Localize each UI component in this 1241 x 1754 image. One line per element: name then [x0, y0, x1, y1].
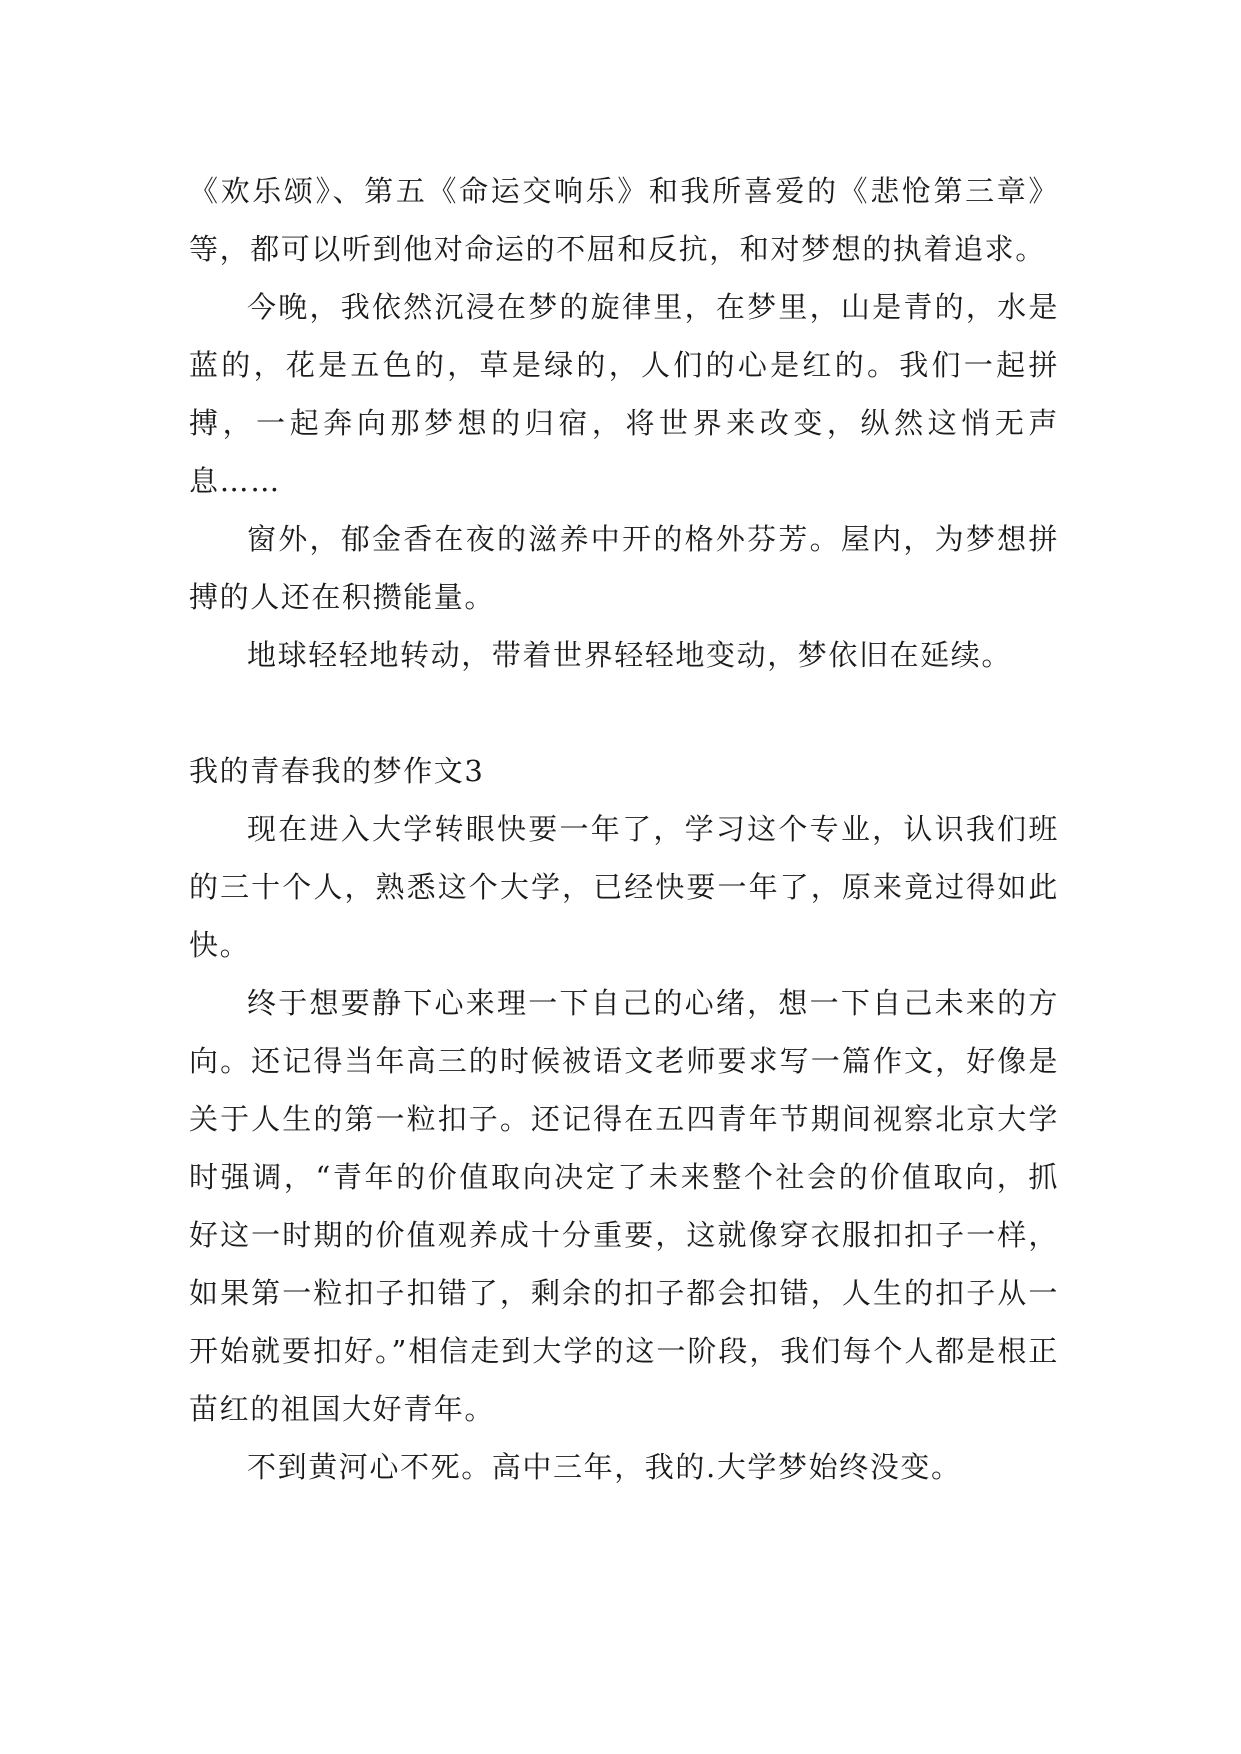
- paragraph: 今晚，我依然沉浸在梦的旋律里，在梦里，山是青的，水是蓝的，花是五色的，草是绿的，人们的心是红的。我们一起拼搏，一起奔向那梦想的归宿，将世界来改变，纵然这悄无声息……: [189, 290, 1059, 498]
- document-body: [189, 162, 1059, 1496]
- section-title: 我的青春我的梦作文3: [189, 754, 485, 788]
- paragraph: 地球轻轻地转动，带着世界轻轻地变动，梦依旧在延续。: [247, 638, 1013, 672]
- paragraph: 不到黄河心不死。高中三年，我的.大学梦始终没变。: [247, 1450, 962, 1484]
- paragraph: 《欢乐颂》、第五《命运交响乐》和我所喜爱的《悲怆第三章》等，都可以听到他对命运的不屈和反抗，和对梦想的执着追求。: [189, 174, 1059, 266]
- paragraph: 现在进入大学转眼快要一年了，学习这个专业，认识我们班的三十个人，熟悉这个大学，已经快要一年了，原来竟过得如此快。: [189, 812, 1059, 962]
- paragraph: 终于想要静下心来理一下自己的心绪，想一下自己未来的方向。还记得当年高三的时候被语文老师要求写一篇作文，好像是关于人生的第一粒扣子。还记得在五四青年节期间视察北京大学时强调，“青年的价值取向决定了未来整个社会的价值取向，抓好这一时期的价值观养成十分重要，这就像穿衣服扣扣子一样，如果第一粒扣子扣错了，剩余的扣子都会扣错，人生的扣子从一开始就要扣好。”相信走到大学的这一阶段，我们每个人都是根正苗红的祖国大好青年。: [189, 986, 1059, 1426]
- paragraph: 窗外，郁金香在夜的滋养中开的格外芬芳。屋内，为梦想拼搏的人还在积攒能量。: [189, 522, 1059, 614]
